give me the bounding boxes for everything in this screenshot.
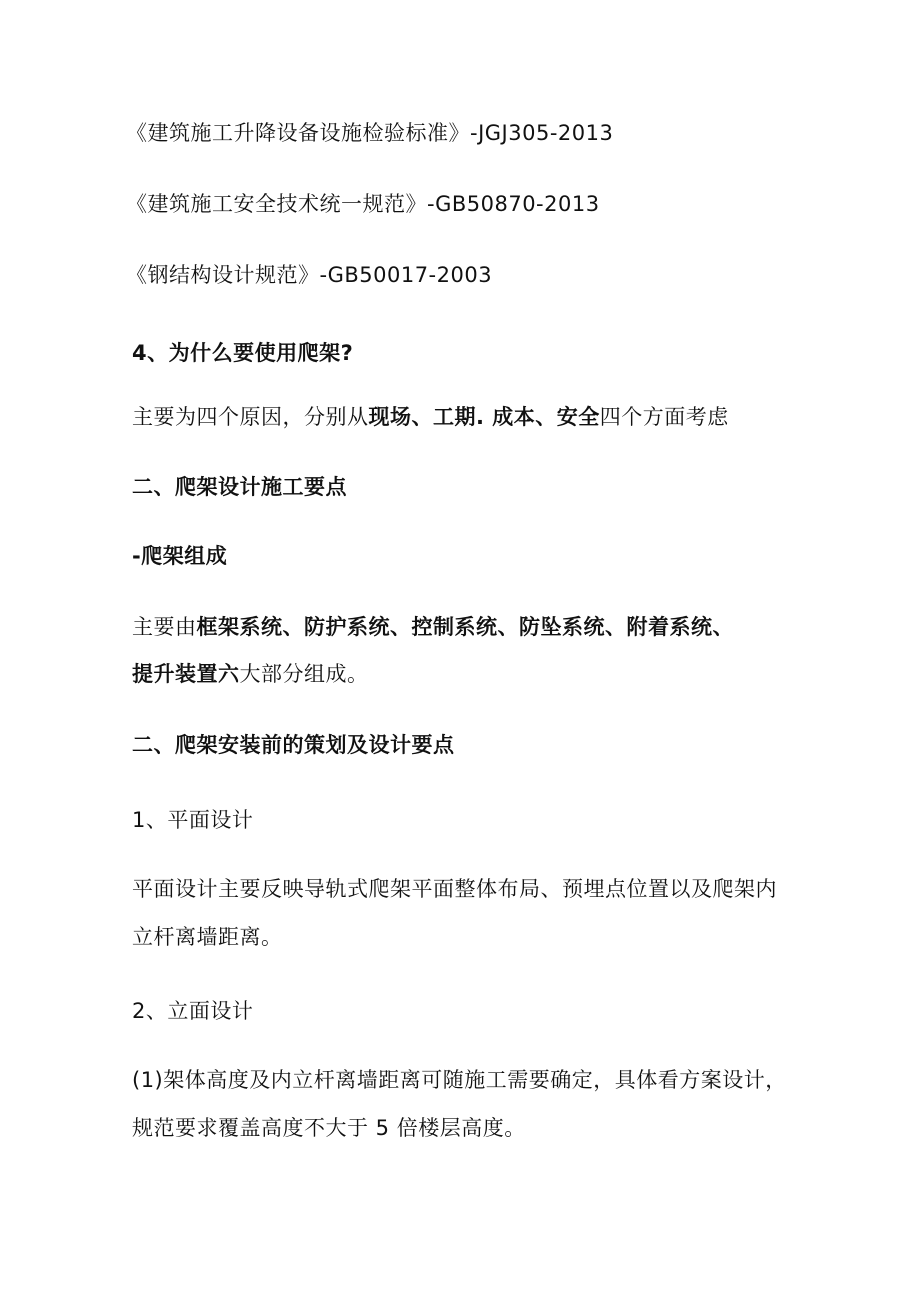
q4-answer-bold-1: 现场、工期 (368, 405, 476, 429)
plan-design-title: 1、平面设计 (132, 808, 254, 832)
q4-answer-mid: . (476, 405, 493, 429)
plan-design-body-2: 立杆离墙距离。 (132, 925, 283, 949)
composition-line-1 (132, 612, 734, 642)
q4-heading: 4、为什么要使用爬架? (132, 341, 354, 365)
standard-jgj305: 《建筑施工升降设备设施检验标准》-JGJ305-2013 (126, 121, 614, 145)
composition-line-2 (132, 659, 369, 689)
section2-heading: 二、爬架设计施工要点 (132, 475, 347, 499)
section3-heading: 二、爬架安装前的策划及设计要点 (132, 733, 455, 757)
q4-answer (132, 402, 729, 432)
composition-pre: 主要由 (132, 615, 197, 639)
elevation-design-title: 2、立面设计 (132, 999, 254, 1023)
section2-subheading: -爬架组成 (132, 544, 228, 568)
q4-answer-bold-2: 成本、安全 (492, 405, 600, 429)
q4-answer-pre: 主要为四个原因，分别从 (132, 405, 369, 429)
q4-answer-post: 四个方面考虑 (599, 405, 729, 429)
elevation-design-body-1: (1)架体高度及内立杆离墙距离可随施工需要确定，具体看方案设计， (132, 1068, 787, 1092)
standard-gb50017: 《钢结构设计规范》-GB50017-2003 (126, 263, 493, 287)
composition-systems: 框架系统、防护系统、控制系统、防坠系统、附着系统、 (196, 615, 734, 639)
composition-six: 六 (218, 662, 240, 686)
elevation-design-body-2: 规范要求覆盖高度不大于 5 倍楼层高度。 (132, 1116, 526, 1140)
composition-lifting-device: 提升装置 (132, 662, 218, 686)
standard-gb50870: 《建筑施工安全技术统一规范》-GB50870-2013 (126, 192, 600, 216)
plan-design-body-1: 平面设计主要反映导轨式爬架平面整体布局、预埋点位置以及爬架内 (132, 877, 777, 901)
composition-post: 大部分组成。 (239, 662, 369, 686)
